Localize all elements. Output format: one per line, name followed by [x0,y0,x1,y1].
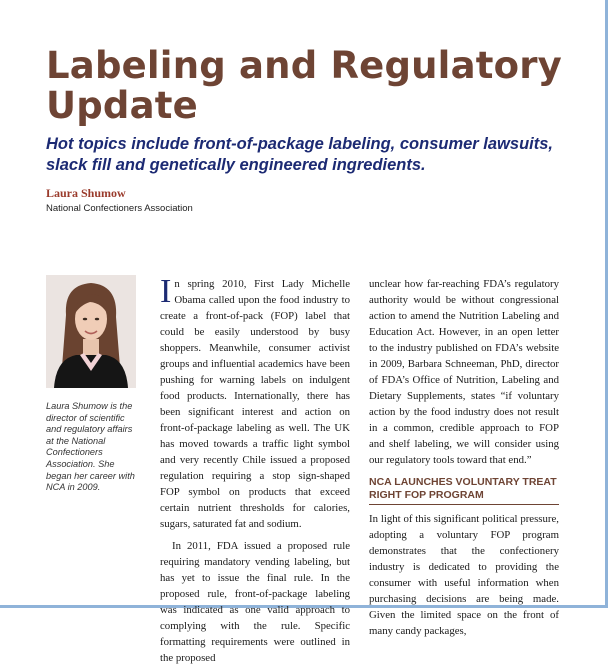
author-affiliation: National Confectioners Association [46,203,193,214]
column1-paragraph-2: In 2011, FDA issued a proposed rule requiring mandatory vending labeling, but has yet to issue the final rule. In the proposed rule, front-of-package labeling was indicated as one valid approach to complying with the rule. Specific formatting requirements were outlined in the proposed [160,540,350,664]
drop-cap: I [160,273,172,310]
photo-caption: Laura Shumow is the director of scientific and regulatory affairs at the National Confectioners Association. She began her career with NCA in 2009. [46,401,135,493]
article-column-1 [160,273,350,672]
author-name: Laura Shumow [46,186,126,200]
column1-paragraph-1 [160,273,350,532]
author-portrait-illustration [46,275,136,388]
author-photo [46,275,136,388]
column2-paragraph-1: unclear how far-reaching FDA’s regulatory authority would be without congressional action to amend the Nutrition Labeling and Education Act. However, in an open letter to the industry published on FDA’s website in 2009, Barbara Schneeman, PhD, director of FDA’s Office of Nutrition, Labeling and Dietary Supplements, states “if voluntary action by the food industry does not result in a common, credible approach to FOP and shelf labeling, we will consider using our regulatory tools toward that end.” [369,278,559,466]
article-column-2 [369,276,559,645]
article-subtitle: Hot topics include front-of-package labeling, consumer lawsuits, slack fill and genetically engineered ingredients. [46,135,553,174]
column1-paragraph-1-text: n spring 2010, First Lady Michelle Obama called upon the food industry to create a front-of-pack (FOP) label that could be easily understood by busy shoppers. Meanwhile, consumer activist groups and influential academics have been pushing for warning labels on indulgent food products. Internationally, there has been significant interest and action on front-of-package labeling as well. The UK has moved towards a traffic light symbol and very recently Chile issued a proposed regulation requiring a stop sign-shaped FOP symbol on products that exceed certain nutrient thresholds for calories, sugars, saturated fat and sodium. [160,278,350,530]
article-title: Labeling and Regulatory Update [46,44,563,127]
column2-paragraph-2: In light of this significant political pressure, adopting a voluntary FOP program demonstrates that the confectionery industry is dedicated to providing the consumer with useful information when purchasing decisions are being made. Given the limited space on the front of many candy packages, [369,513,559,637]
section-subhead: NCA LAUNCHES VOLUNTARY TREAT RIGHT FOP PROGRAM [369,476,559,505]
